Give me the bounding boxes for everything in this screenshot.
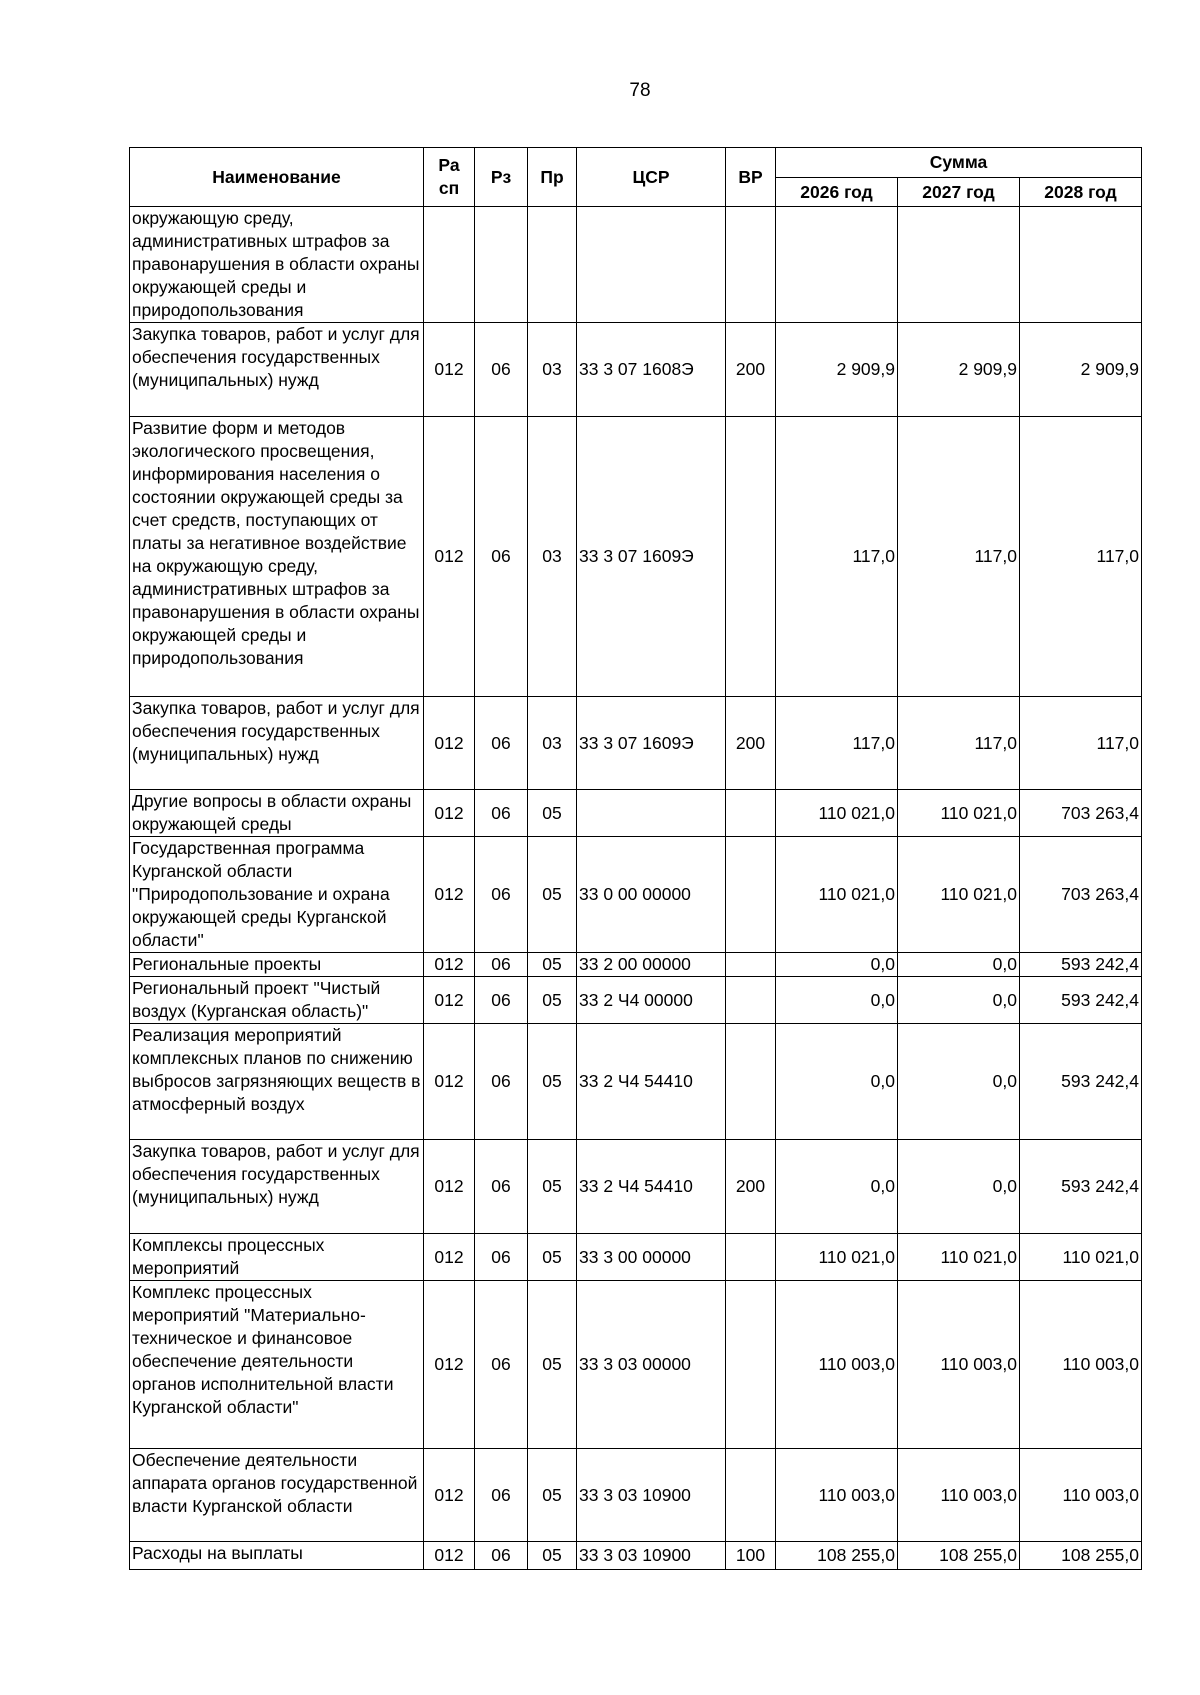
cell-vr [726,790,776,837]
cell-vr [726,1024,776,1140]
cell-2026: 0,0 [776,953,898,977]
cell-2026: 117,0 [776,697,898,790]
cell-rasp: 012 [424,953,475,977]
budget-table [129,147,1142,1570]
cell-rz: 06 [475,977,528,1024]
cell-csr [577,790,726,837]
cell-2026: 110 021,0 [776,1234,898,1281]
cell-vr [726,977,776,1024]
table-row [130,697,1142,790]
cell-name: Региональный проект "Чистый воздух (Курганская область)" [130,977,424,1024]
cell-vr [726,417,776,697]
cell-2026: 110 021,0 [776,790,898,837]
cell-rasp: 012 [424,1281,475,1449]
cell-csr: 33 2 Ч4 00000 [577,977,726,1024]
table-row [130,1542,1142,1570]
cell-rasp: 012 [424,323,475,417]
cell-rasp: 012 [424,417,475,697]
cell-2027: 108 255,0 [898,1542,1020,1570]
cell-2028: 593 242,4 [1020,1140,1142,1234]
cell-csr: 33 2 Ч4 54410 [577,1140,726,1234]
cell-2027: 110 021,0 [898,790,1020,837]
cell-pr: 05 [528,1024,577,1140]
header-sum: Сумма [776,148,1142,178]
cell-name: Реализация мероприятий комплексных планов по снижению выбросов загрязняющих веществ в атмосферный воздух [130,1024,424,1140]
cell-pr: 05 [528,1234,577,1281]
cell-2026: 0,0 [776,1140,898,1234]
cell-rz: 06 [475,1281,528,1449]
header-year-2027: 2027 год [898,178,1020,207]
cell-pr: 03 [528,417,577,697]
header-csr: ЦСР [577,148,726,207]
cell-pr: 03 [528,323,577,417]
cell-rasp: 012 [424,1140,475,1234]
table-row [130,207,1142,323]
header-vr: ВР [726,148,776,207]
cell-csr: 33 2 00 00000 [577,953,726,977]
table-row [130,977,1142,1024]
cell-csr: 33 3 03 10900 [577,1449,726,1542]
cell-pr: 05 [528,953,577,977]
cell-csr [577,207,726,323]
cell-vr [726,953,776,977]
cell-2027: 0,0 [898,1024,1020,1140]
cell-2028: 703 263,4 [1020,837,1142,953]
cell-2026: 110 021,0 [776,837,898,953]
table-row [130,1281,1142,1449]
cell-2027: 0,0 [898,1140,1020,1234]
cell-pr [528,207,577,323]
cell-2028: 593 242,4 [1020,953,1142,977]
header-rasp: Ра сп [424,148,475,207]
cell-2027: 117,0 [898,417,1020,697]
cell-pr: 05 [528,1140,577,1234]
cell-2026 [776,207,898,323]
cell-vr [726,207,776,323]
cell-2028: 703 263,4 [1020,790,1142,837]
header-name: Наименование [130,148,424,207]
cell-rz: 06 [475,837,528,953]
cell-csr: 33 3 07 1609Э [577,417,726,697]
cell-name: Комплексы процессных мероприятий [130,1234,424,1281]
page-number: 78 [629,80,651,101]
cell-name: Расходы на выплаты [130,1542,424,1570]
cell-rasp: 012 [424,697,475,790]
cell-rasp: 012 [424,1449,475,1542]
table-row [130,1449,1142,1542]
cell-rasp: 012 [424,1542,475,1570]
table-row [130,1140,1142,1234]
cell-vr [726,837,776,953]
cell-rz: 06 [475,417,528,697]
cell-2028: 117,0 [1020,697,1142,790]
cell-name: Развитие форм и методов экологического просвещения, информирования населения о состоянии окружающей среды за счет средств, поступающих от платы за негативное воздействие на окружающую среду, административных штрафов за правонарушения в области охраны окружающей среды и природопользования [130,417,424,697]
table-header [130,148,1142,207]
cell-name: Обеспечение деятельности аппарата органов государственной власти Курганской области [130,1449,424,1542]
table-row [130,417,1142,697]
cell-2026: 110 003,0 [776,1281,898,1449]
cell-csr: 33 3 07 1609Э [577,697,726,790]
cell-rz: 06 [475,1542,528,1570]
cell-2028: 117,0 [1020,417,1142,697]
cell-2026: 117,0 [776,417,898,697]
cell-2026: 108 255,0 [776,1542,898,1570]
cell-rasp [424,207,475,323]
cell-rz: 06 [475,697,528,790]
cell-name: Комплекс процессных мероприятий "Материально-техническое и финансовое обеспечение деятельности органов исполнительной власти Курганской области" [130,1281,424,1449]
cell-pr: 05 [528,1542,577,1570]
cell-rasp: 012 [424,1024,475,1140]
table-row [130,837,1142,953]
cell-2026: 2 909,9 [776,323,898,417]
cell-rz [475,207,528,323]
cell-rz: 06 [475,1449,528,1542]
cell-rasp: 012 [424,790,475,837]
cell-csr: 33 3 03 00000 [577,1281,726,1449]
cell-name: Закупка товаров, работ и услуг для обеспечения государственных (муниципальных) нужд [130,1140,424,1234]
cell-2027: 110 021,0 [898,1234,1020,1281]
cell-2027: 110 003,0 [898,1281,1020,1449]
cell-vr [726,1449,776,1542]
cell-rz: 06 [475,1140,528,1234]
cell-pr: 05 [528,837,577,953]
cell-2026: 0,0 [776,977,898,1024]
cell-name: окружающую среду, административных штрафов за правонарушения в области охраны окружающей среды и природопользования [130,207,424,323]
table-row [130,1234,1142,1281]
cell-vr: 100 [726,1542,776,1570]
cell-pr: 05 [528,977,577,1024]
table-row [130,790,1142,837]
cell-rasp: 012 [424,837,475,953]
cell-2027: 0,0 [898,953,1020,977]
cell-csr: 33 3 00 00000 [577,1234,726,1281]
cell-2027: 110 021,0 [898,837,1020,953]
cell-2028: 110 003,0 [1020,1449,1142,1542]
cell-vr [726,1281,776,1449]
cell-2028: 593 242,4 [1020,1024,1142,1140]
table-row [130,323,1142,417]
header-year-2026: 2026 год [776,178,898,207]
cell-2027: 117,0 [898,697,1020,790]
cell-csr: 33 3 07 1608Э [577,323,726,417]
cell-rz: 06 [475,953,528,977]
cell-csr: 33 0 00 00000 [577,837,726,953]
cell-2027: 2 909,9 [898,323,1020,417]
cell-rz: 06 [475,1024,528,1140]
cell-vr [726,1234,776,1281]
cell-pr: 05 [528,1449,577,1542]
cell-rz: 06 [475,790,528,837]
cell-2028 [1020,207,1142,323]
cell-pr: 05 [528,790,577,837]
table-row [130,953,1142,977]
cell-pr: 05 [528,1281,577,1449]
cell-2028: 110 003,0 [1020,1281,1142,1449]
cell-csr: 33 3 03 10900 [577,1542,726,1570]
cell-name: Закупка товаров, работ и услуг для обеспечения государственных (муниципальных) нужд [130,323,424,417]
cell-name: Другие вопросы в области охраны окружающей среды [130,790,424,837]
cell-rz: 06 [475,1234,528,1281]
cell-2027: 110 003,0 [898,1449,1020,1542]
cell-2028: 110 021,0 [1020,1234,1142,1281]
cell-name: Региональные проекты [130,953,424,977]
cell-pr: 03 [528,697,577,790]
table-body [130,207,1142,1570]
cell-vr: 200 [726,697,776,790]
cell-vr: 200 [726,1140,776,1234]
cell-rasp: 012 [424,977,475,1024]
header-year-2028: 2028 год [1020,178,1142,207]
cell-rasp: 012 [424,1234,475,1281]
cell-csr: 33 2 Ч4 54410 [577,1024,726,1140]
cell-2028: 593 242,4 [1020,977,1142,1024]
header-pr: Пр [528,148,577,207]
cell-2027 [898,207,1020,323]
cell-2028: 108 255,0 [1020,1542,1142,1570]
cell-vr: 200 [726,323,776,417]
cell-2027: 0,0 [898,977,1020,1024]
cell-2026: 110 003,0 [776,1449,898,1542]
cell-name: Закупка товаров, работ и услуг для обеспечения государственных (муниципальных) нужд [130,697,424,790]
cell-name: Государственная программа Курганской области "Природопользование и охрана окружающей среды Курганской области" [130,837,424,953]
cell-2026: 0,0 [776,1024,898,1140]
header-rz: Рз [475,148,528,207]
cell-2028: 2 909,9 [1020,323,1142,417]
table-row [130,1024,1142,1140]
cell-rz: 06 [475,323,528,417]
